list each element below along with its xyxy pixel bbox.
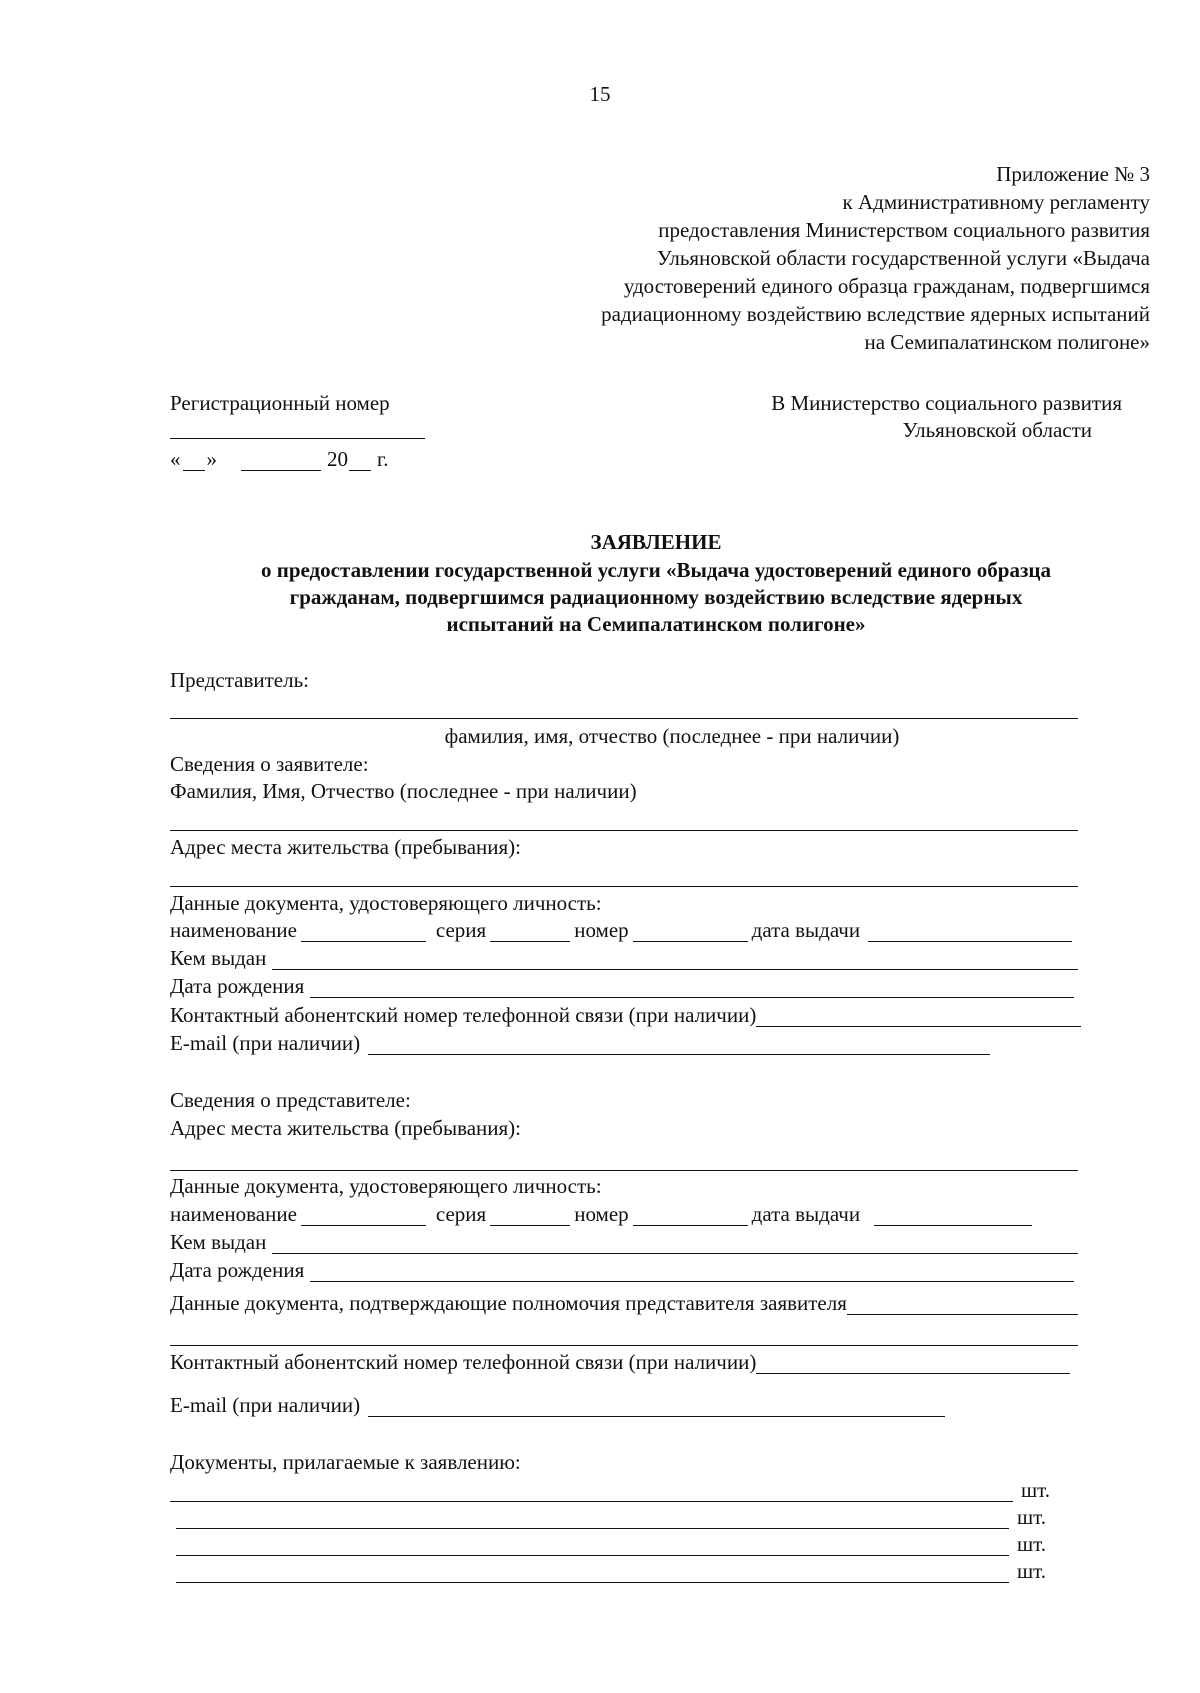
rep-email-label: E-mail (при наличии) [170, 1393, 361, 1417]
rep-doc-number-label: номер [574, 1202, 629, 1226]
applicant-email-row [170, 1031, 990, 1055]
attachment-row [176, 1559, 1046, 1583]
document-title: ЗАЯВЛЕНИЕ [590, 530, 722, 554]
rep-authority-field[interactable] [847, 1296, 1078, 1315]
attachment-unit: шт. [1016, 1532, 1046, 1556]
date-day-field[interactable] [183, 452, 205, 471]
rep-authority-row [170, 1291, 1078, 1315]
rep-issued-by-field[interactable] [272, 1235, 1078, 1254]
rep-id-doc-label: Данные документа, удостоверяющего личность: [170, 1174, 602, 1198]
rep-authority-label: Данные документа, подтверждающие полномочия представителя заявителя [170, 1291, 847, 1315]
rep-email-row [170, 1393, 945, 1417]
appendix-line: на Семипалатинском полигоне» [864, 330, 1150, 354]
addressee-line2: Ульяновской области [902, 418, 1092, 442]
representative-name-caption: фамилия, имя, отчество (последнее - при наличии) [444, 724, 900, 748]
rep-birth-date-field[interactable] [310, 1263, 1074, 1282]
page-number: 15 [589, 82, 611, 106]
doc-issue-date-label: дата выдачи [751, 918, 861, 942]
rep-doc-series-label: серия [435, 1202, 487, 1226]
rep-doc-name-field[interactable] [301, 1207, 426, 1226]
attachment-row [176, 1505, 1046, 1529]
issued-by-label: Кем выдан [170, 946, 267, 970]
appendix-block [450, 160, 1150, 356]
rep-doc-name-label: наименование [170, 1202, 297, 1226]
doc-name-label: наименование [170, 918, 297, 942]
attachment-unit: шт. [1016, 1559, 1046, 1583]
rep-phone-label: Контактный абонентский номер телефонной связи (при наличии) [170, 1350, 757, 1374]
applicant-id-doc-label: Данные документа, удостоверяющего личность: [170, 891, 602, 915]
attachment-name-field[interactable] [176, 1564, 1009, 1583]
document-subtitle-line2: гражданам, подвергшимся радиационному воздействию вследствие ядерных [289, 585, 1023, 609]
representative-label: Представитель: [170, 668, 310, 692]
rep-address-line[interactable] [170, 1170, 1078, 1171]
applicant-fio-line[interactable] [170, 830, 1078, 831]
email-label: E-mail (при наличии) [170, 1031, 361, 1055]
document-subtitle-line1: о предоставлении государственной услуги «Выдача удостоверений единого образца [260, 558, 1051, 582]
rep-issued-by-label: Кем выдан [170, 1230, 267, 1254]
birth-date-field[interactable] [310, 979, 1074, 998]
birth-date-label: Дата рождения [170, 974, 305, 998]
attachment-name-field[interactable] [170, 1483, 1013, 1502]
issued-by-field[interactable] [272, 951, 1078, 970]
attachment-unit: шт. [1016, 1505, 1046, 1529]
attachments-label: Документы, прилагаемые к заявлению: [170, 1450, 521, 1474]
applicant-birth-date-row [170, 974, 1074, 998]
attachment-name-field[interactable] [176, 1510, 1009, 1529]
date-year-field[interactable] [349, 452, 371, 471]
doc-name-field[interactable] [301, 923, 426, 942]
attachment-row [176, 1532, 1046, 1556]
rep-doc-series-field[interactable] [490, 1207, 570, 1226]
applicant-address-line[interactable] [170, 886, 1078, 887]
attachment-unit: шт. [1020, 1478, 1050, 1502]
addressee-line1: В Министерство социального развития [771, 391, 1122, 415]
applicant-address-label: Адрес места жительства (пребывания): [170, 835, 522, 859]
rep-doc-issue-date-label: дата выдачи [751, 1202, 861, 1226]
appendix-line: Ульяновской области государственной услуги «Выдача [656, 246, 1150, 270]
rep-doc-number-field[interactable] [633, 1207, 748, 1226]
applicant-phone-row [170, 1003, 1081, 1027]
registration-number-line[interactable] [170, 438, 425, 439]
date-year-prefix: 20 [327, 447, 348, 471]
appendix-line: предоставления Министерством социального развития [658, 218, 1150, 242]
email-field[interactable] [368, 1036, 990, 1055]
representative-name-line[interactable] [170, 718, 1078, 719]
doc-issue-date-field[interactable] [868, 923, 1072, 942]
rep-birth-date-label: Дата рождения [170, 1258, 305, 1282]
doc-number-label: номер [574, 918, 629, 942]
doc-series-label: серия [435, 918, 487, 942]
rep-email-field[interactable] [368, 1398, 945, 1417]
document-subtitle-line3: испытаний на Семипалатинском полигоне» [446, 612, 866, 636]
rep-id-doc-row [170, 1202, 1032, 1226]
rep-authority-line-2[interactable] [170, 1345, 1078, 1346]
applicant-issued-by-row [170, 946, 1078, 970]
phone-field[interactable] [756, 1008, 1081, 1027]
rep-phone-row [170, 1350, 1070, 1374]
date-month-field[interactable] [241, 452, 321, 471]
rep-address-label: Адрес места жительства (пребывания): [170, 1116, 522, 1140]
doc-series-field[interactable] [490, 923, 570, 942]
appendix-line: к Административному регламенту [842, 190, 1150, 214]
attachment-row [170, 1478, 1050, 1502]
appendix-line: радиационному воздействию вследствие ядерных испытаний [601, 302, 1150, 326]
rep-section-label: Сведения о представителе: [170, 1088, 411, 1112]
date-open-quote: « [170, 447, 181, 471]
rep-issued-by-row [170, 1230, 1078, 1254]
date-year-suffix: г. [377, 447, 389, 471]
phone-label: Контактный абонентский номер телефонной связи (при наличии) [170, 1003, 757, 1027]
attachment-name-field[interactable] [176, 1537, 1009, 1556]
doc-number-field[interactable] [633, 923, 748, 942]
registration-date [170, 447, 420, 471]
date-close-quote: » [206, 447, 217, 471]
rep-doc-issue-date-field[interactable] [874, 1207, 1032, 1226]
rep-birth-date-row [170, 1258, 1074, 1282]
appendix-line: удостоверений единого образца гражданам, подвергшимся [623, 274, 1150, 298]
applicant-id-doc-row [170, 918, 1072, 942]
appendix-number: Приложение № 3 [996, 162, 1150, 186]
applicant-section-label: Сведения о заявителе: [170, 752, 369, 776]
applicant-fio-label: Фамилия, Имя, Отчество (последнее - при наличии) [170, 779, 637, 803]
rep-phone-field[interactable] [756, 1355, 1070, 1374]
registration-label: Регистрационный номер [170, 391, 390, 415]
